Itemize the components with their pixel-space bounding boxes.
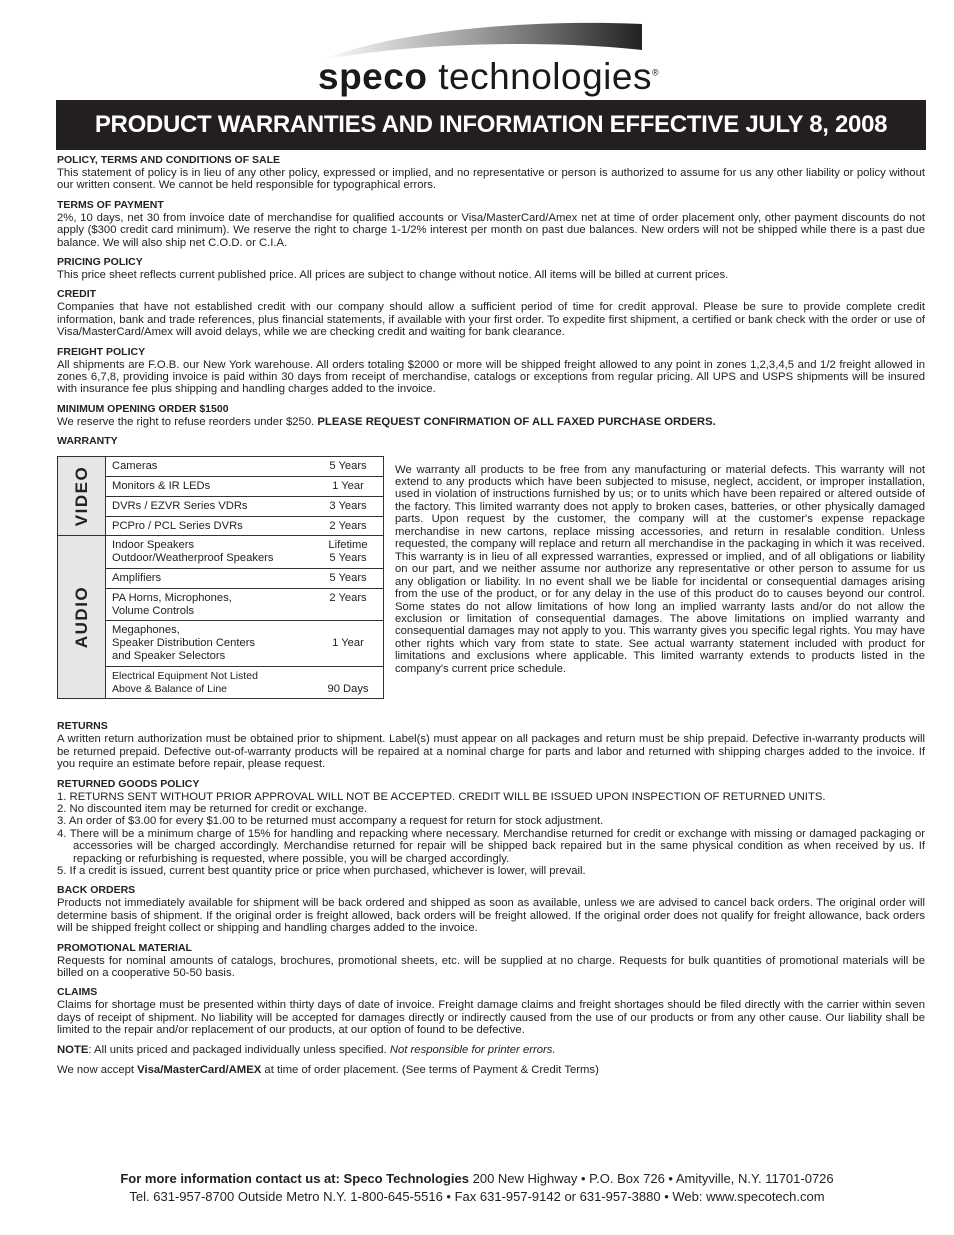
warranty-section xyxy=(57,435,925,448)
section-heading: CLAIMS xyxy=(57,986,98,999)
page-title: PRODUCT WARRANTIES AND INFORMATION EFFECTIVE JULY 8, 2008 xyxy=(56,100,926,150)
section-heading: POLICY, TERMS AND CONDITIONS OF SALE xyxy=(57,154,281,166)
footer-line-2: Tel. 631-957-8700 Outside Metro N.Y. 1-800-645-5516 • Fax 631-957-9142 or 631-957-3880 • Web: www.specotech.com xyxy=(129,1189,825,1204)
accept-section xyxy=(57,1064,925,1076)
list-item: 1. RETURNS SENT WITHOUT PRIOR APPROVAL WILL NOT BE ACCEPTED. CREDIT WILL BE ISSUED UPON INSPECTION OF RETURNED UNITS. xyxy=(57,790,826,803)
table-row: Cameras 5 Years xyxy=(106,457,383,477)
section-heading: RETURNS xyxy=(57,720,108,733)
section-heading: MINIMUM OPENING ORDER $1500 xyxy=(57,402,229,415)
table-row: PA Horns, Microphones, Volume Controls 2 Years xyxy=(106,589,383,622)
section-text: This price sheet reflects current published price. All prices are subject to change without notice. All items will be billed at current prices. xyxy=(57,269,729,282)
list-item: 2. No discounted item may be returned for credit or exchange. xyxy=(57,802,368,815)
returns-section xyxy=(57,720,925,770)
warranty-rows xyxy=(106,457,383,535)
promotional-section xyxy=(57,942,925,980)
table-row: Megaphones, Speaker Distribution Centers and Speaker Selectors 1 Year xyxy=(106,621,383,666)
section-heading: BACK ORDERS xyxy=(57,884,136,897)
section-text: Products not immediately available for shipment will be back ordered and shipped as soon as available, unless we are advised to cancel back orders. The original order will determine basis of shipment. If the original order is freight allowed, back orders will be freight allowed. If the original order does not qualify for freight allowance, back orders will be shipped freight collect or shipping and handling charges added to the invoice. xyxy=(57,897,925,935)
note-text: NOTE: All units priced and packaged individually unless specified. Not responsible for printer errors. xyxy=(57,1043,556,1056)
section-heading: RETURNED GOODS POLICY xyxy=(57,777,200,790)
section-text: Companies that have not established credit with our company should allow a sufficient period of time for credit approval. Please be sure to provide complete credit information, bank and trade references, plus financial statements, if available with your first order. To expedite first shipment, a certified or bank check with the order or use of Visa/MasterCard/Amex will avoid delays, while we are checking credit and waiting for bank clearance. xyxy=(57,301,925,339)
warranty-text: We warranty all products to be free from any manufacturing or material defects. This warranty will not extend to any products which have been subjected to misuse, neglect, accident, or improper installation, used in violation of instructions furnished by us; or to units which have been repaired or altered outside of the factory. This limited warranty does not apply to broken cases, batteries, or other physically damaged parts. Upon request by the customer, the company will at the customer's expense repackage merchandise in new cartons, replace missing accessories, and return in resalable condition. Unless requested, the company will replace and return all merchandise in the packaging in which it was received. This warranty is in lieu of all expressed warranties, expressed or implied, and of all obligations or liability on our part, and we neither assume nor authorize any representative or other person to assume for us any obligation or liability. In no event shall we be liable for incidental or consequential damages arising from the use of the product, or for any delay in the use of this product do to causes beyond our control. Some states do not allow limitations of how long an implied warranty lasts and/or do not allow the exclusion or limitation of consequential damages. The above limitations on implied warranty and consequential damages may not apply to you. This warranty gives you specific legal rights. You may have other rights which vary from state to state. See actual warranty statement included with product for limitations and exclusions where applicable. This limited warranty extends to products listed in the company's current price schedule. xyxy=(395,463,925,675)
table-row: Amplifiers 5 Years xyxy=(106,569,383,589)
section-text: All shipments are F.O.B. our New York warehouse. All orders totaling $2000 or more will be shipped freight allowed to any point in zones 1,2,3,4,5 and 1/2 freight allowed in zones 6,7,8, providing invoice is paid within 30 days from receipt of merchandise, catalogs or exceptions from regular pricing. All UPS and USPS shipments will be insured with insurance fee plus shipping and handling charges added to the invoice. xyxy=(57,358,925,396)
warranty-group-video xyxy=(58,457,383,536)
section-heading: TERMS OF PAYMENT xyxy=(57,198,164,211)
list-item: 4. There will be a minimum charge of 15% for handling and repacking where necessary. Merchandise returned for credit or exchange with missing or damaged packaging or accessories will be charged accordingly. Merchandise returned for repair will be shipped back repaired but in the same physical condition as when received by us. If repacking or refurbishing is requested, where possible, you will be charged accordingly. xyxy=(57,827,925,865)
section-text: 2%, 10 days, net 30 from invoice date of merchandise for qualified accounts or Visa/MasterCard/Amex net at time of order placement only, other payment discounts do not apply ($300 credit card minimum). We reserve the right to charge 1-1/2% interest per month on past due balances. New orders will not be shipped while there is a past due balance. We will also ship net C.O.D. or C.I.A. xyxy=(57,211,925,249)
section-heading: PROMOTIONAL MATERIAL xyxy=(57,941,192,954)
returned-goods-list xyxy=(57,791,925,878)
warranty-table xyxy=(57,456,384,699)
footer xyxy=(0,1170,954,1206)
section-heading: FREIGHT POLICY xyxy=(57,345,146,358)
policy-section xyxy=(57,154,925,192)
section-heading: WARRANTY xyxy=(57,435,118,448)
back-orders-section xyxy=(57,884,925,934)
warranty-rows xyxy=(106,536,383,698)
list-item: 3. An order of $3.00 for every $1.00 to be returned must accompany a request for return for stock adjustment. xyxy=(57,815,604,828)
table-row: Electrical Equipment Not Listed Above & Balance of Line 90 Days xyxy=(112,669,369,695)
note-section xyxy=(57,1044,925,1056)
table-row: PCPro / PCL Series DVRs 2 Years xyxy=(112,519,367,532)
group-label: VIDEO xyxy=(58,457,106,535)
table-row: Monitors & IR LEDs 1 Year xyxy=(106,477,383,497)
returned-goods-section xyxy=(57,778,925,878)
section-text: This statement of policy is in lieu of any other policy, expressed or implied, and no representative or person is authorized to assume for us any other liability or policy without our written consent. We cannot be held responsible for typographical errors. xyxy=(57,167,925,192)
table-row: Indoor Speakers Outdoor/Weatherproof Speakers Lifetime 5 Years xyxy=(106,536,383,569)
credit-section xyxy=(57,288,925,338)
section-text: Requests for nominal amounts of catalogs, brochures, promotional sheets, etc. will be supplied at no charge. Requests for bulk quantities of promotional materials will be billed on a cooperative 50-50 basis. xyxy=(57,954,925,979)
group-label: AUDIO xyxy=(58,536,106,698)
payment-section xyxy=(57,199,925,249)
document-body xyxy=(57,154,925,1083)
section-text: A written return authorization must be obtained prior to shipment. Label(s) must appear on all packages and return must be ship prepaid. Defective in-warranty products will be returned prepaid. Defective out-of-warranty products will be repaired at a nominal charge for parts and labor and returned with shipping charges added to the invoice. If you require an estimate before repair, please request. xyxy=(57,733,925,771)
pricing-section xyxy=(57,256,925,281)
section-heading: CREDIT xyxy=(57,288,97,301)
section-text: We reserve the right to refuse reorders under $250. PLEASE REQUEST CONFIRMATION OF ALL FAXED PURCHASE ORDERS. xyxy=(57,415,716,428)
list-item: 5. If a credit is issued, current best quantity price or price when purchased, whichever is lower, will prevail. xyxy=(57,864,586,877)
claims-section xyxy=(57,986,925,1036)
freight-section xyxy=(57,346,925,396)
minimum-order-section xyxy=(57,403,925,428)
accept-text: We now accept Visa/MasterCard/AMEX at time of order placement. (See terms of Payment & Credit Terms) xyxy=(57,1064,599,1076)
table-row: DVRs / EZVR Series VDRs 3 Years xyxy=(106,497,383,517)
footer-line-1: For more information contact us at: Speco Technologies 200 New Highway • P.O. Box 726 • Amityville, N.Y. 11701-0726 xyxy=(120,1171,834,1186)
section-heading: PRICING POLICY xyxy=(57,256,143,269)
section-text: Claims for shortage must be presented within thirty days of date of invoice. Freight damage claims and freight shortages should be filed directly with the carrier within seven days of receipt of shipment. No liability will be accepted for damages directly or indirectly caused from the use of our products or from any other cause. Our liability shall be limited to the repair and/or replacement of our products, at our option of found to be defective. xyxy=(57,999,925,1037)
warranty-group-audio xyxy=(58,536,383,698)
warranty-block xyxy=(57,452,925,714)
logo-wordmark: speco technologies® xyxy=(318,56,660,97)
